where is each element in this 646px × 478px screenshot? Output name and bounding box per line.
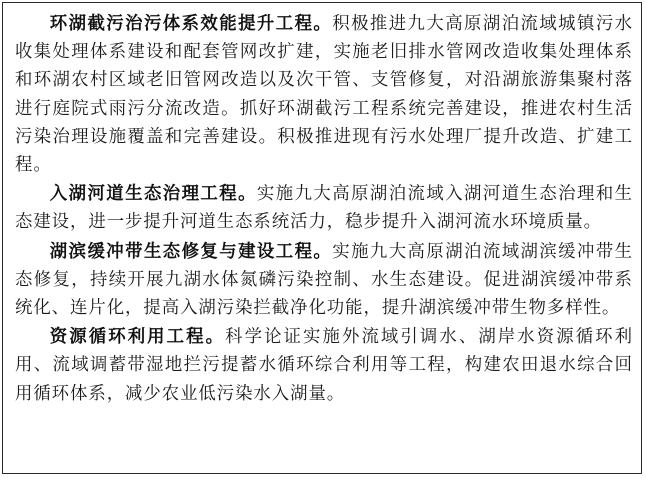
paragraph-lakeside-buffer-restoration [15, 238, 633, 323]
paragraph-heading: 资源循环利用工程。 [49, 327, 226, 348]
paragraph-heading: 入湖河道生态治理工程。 [49, 184, 257, 205]
paragraph-body: 实施九大高原湖泊流域入湖河道生态治理和生态建设，进一步提升河道生态系统活力，稳步提升入湖河流水环境质量。 [15, 184, 633, 233]
paragraph-body: 积极推进九大高原湖泊流域城镇污水收集处理体系建设和配套管网改扩建，实施老旧排水管网改造收集处理体系和环湖农村区域老旧管网改造以及次干管、支管修复，对沿湖旅游集聚村落进行庭院式雨污分流改造。抓好环湖截污工程系统完善建设，推进农村生活污染治理设施覆盖和完善建设。积极推进现有污水处理厂提升改造、扩建工程。 [15, 14, 633, 176]
text-box [2, 2, 642, 474]
paragraph-heading: 湖滨缓冲带生态修复与建设工程。 [49, 241, 333, 262]
paragraph-body: 科学论证实施外流域引调水、湖岸水资源循环利用、流域调蓄带湿地拦污提蓄水循环综合利用等工程，构建农田退水综合回用循环体系，减少农业低污染水入湖量。 [15, 327, 634, 404]
paragraph-river-ecological-governance [15, 180, 633, 236]
paragraph-heading: 环湖截污治污体系效能提升工程。 [49, 14, 333, 34]
paragraph-resource-recycling [15, 323, 633, 408]
paragraph-body: 实施九大高原湖泊流域湖滨缓冲带生态修复，持续开展九湖水体氮磷污染控制、水生态建设。促进湖滨缓冲带系统化、连片化，提高入湖污染拦截净化功能，提升湖滨缓冲带生物多样性。 [15, 241, 633, 319]
paragraph-lake-sewage-interception [15, 10, 633, 179]
